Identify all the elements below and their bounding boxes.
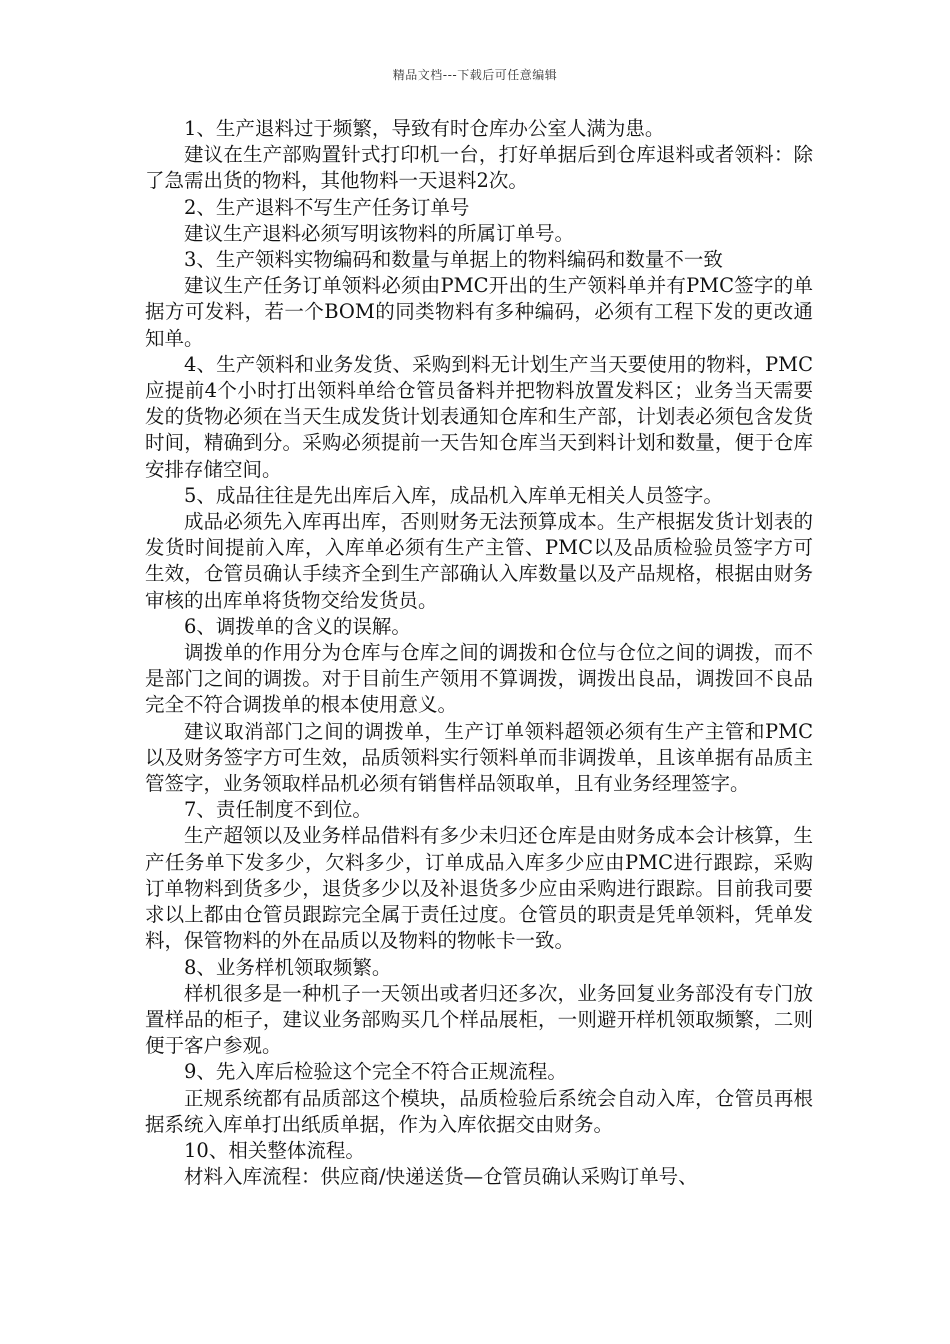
paragraph: 6、调拨单的含义的误解。 — [184, 614, 411, 638]
paragraph: 样机很多是一种机子一天领出或者归还多次，业务回复业务部没有专门放置样品的柜子，建议业务部购买几个样品展柜，一则避开样机领取频繁，二则便于客户参观。 — [145, 981, 813, 1058]
paragraph: 成品必须先入库再出库，否则财务无法预算成本。生产根据发货计划表的发货时间提前入库，入库单必须有生产主管、PMC以及品质检验员签字方可生效，仓管员确认手续齐全到生产部确认入库数量以及产品规格，根据由财务审核的出库单将货物交给发货员。 — [145, 510, 813, 612]
paragraph: 正规系统都有品质部这个模块，品质检验后系统会自动入库，仓管员再根据系统入库单打出纸质单据，作为入库依据交由财务。 — [145, 1086, 813, 1136]
page-header: 精品文档---下载后可任意编辑 — [392, 68, 558, 82]
paragraph: 3、生产领料实物编码和数量与单据上的物料编码和数量不一致 — [184, 248, 723, 272]
paragraph: 建议取消部门之间的调拨单，生产订单领料超领必须有生产主管和PMC以及财务签字方可生效，品质领料实行领料单而非调拨单，且该单据有品质主管签字，业务领取样品机必须有销售样品领取单，且有业务经理签字。 — [145, 719, 813, 796]
paragraph: 建议生产任务订单领料必须由PMC开出的生产领料单并有PMC签字的单据方可发料，若一个BOM的同类物料有多种编码，必须有工程下发的更改通知单。 — [145, 274, 813, 350]
paragraph: 建议生产退料必须写明该物料的所属订单号。 — [184, 221, 575, 245]
document-body — [145, 116, 813, 1190]
paragraph: 7、责任制度不到位。 — [184, 798, 372, 822]
paragraph: 1、生产退料过于频繁，导致有时仓库办公室人满为患。 — [184, 117, 665, 140]
paragraph: 4、生产领料和业务发货、采购到料无计划生产当天要使用的物料，PMC应提前4个小时打出领料单给仓管员备料并把物料放置发料区；业务当天需要发的货物必须在当天生成发货计划表通知仓库和生产部，计划表必须包含发货时间，精确到分。采购必须提前一天告知仓库当天到料计划和数量，便于仓库安排存储空间。 — [145, 352, 813, 481]
paragraph: 调拨单的作用分为仓库与仓库之间的调拨和仓位与仓位之间的调拨，而不是部门之间的调拨。对于目前生产领用不算调拨，调拨出良品，调拨回不良品完全不符合调拨单的根本使用意义。 — [145, 641, 813, 717]
paragraph: 2、生产退料不写生产任务订单号 — [184, 195, 470, 219]
paragraph: 生产超领以及业务样品借料有多少未归还仓库是由财务成本会计核算，生产任务单下发多少，欠料多少，订单成品入库多少应由PMC进行跟踪，采购订单物料到货多少，退货多少以及补退货多少应由采购进行跟踪。目前我司要求以上都由仓管员跟踪完全属于责任过度。仓管员的职责是凭单领料，凭单发料，保管物料的外在品质以及物料的物帐卡一致。 — [145, 824, 813, 953]
paragraph: 10、相关整体流程。 — [184, 1138, 365, 1162]
paragraph: 9、先入库后检验这个完全不符合正规流程。 — [184, 1060, 567, 1084]
paragraph: 5、成品往往是先出库后入库，成品机入库单无相关人员签字。 — [184, 483, 723, 507]
paragraph: 建议在生产部购置针式打印机一台，打好单据后到仓库退料或者领料：除了急需出货的物料，其他物料一天退料2次。 — [145, 143, 813, 193]
paragraph: 材料入库流程：供应商/快递送货—仓管员确认采购订单号、 — [184, 1165, 698, 1189]
paragraph: 8、业务样机领取频繁。 — [184, 955, 392, 979]
